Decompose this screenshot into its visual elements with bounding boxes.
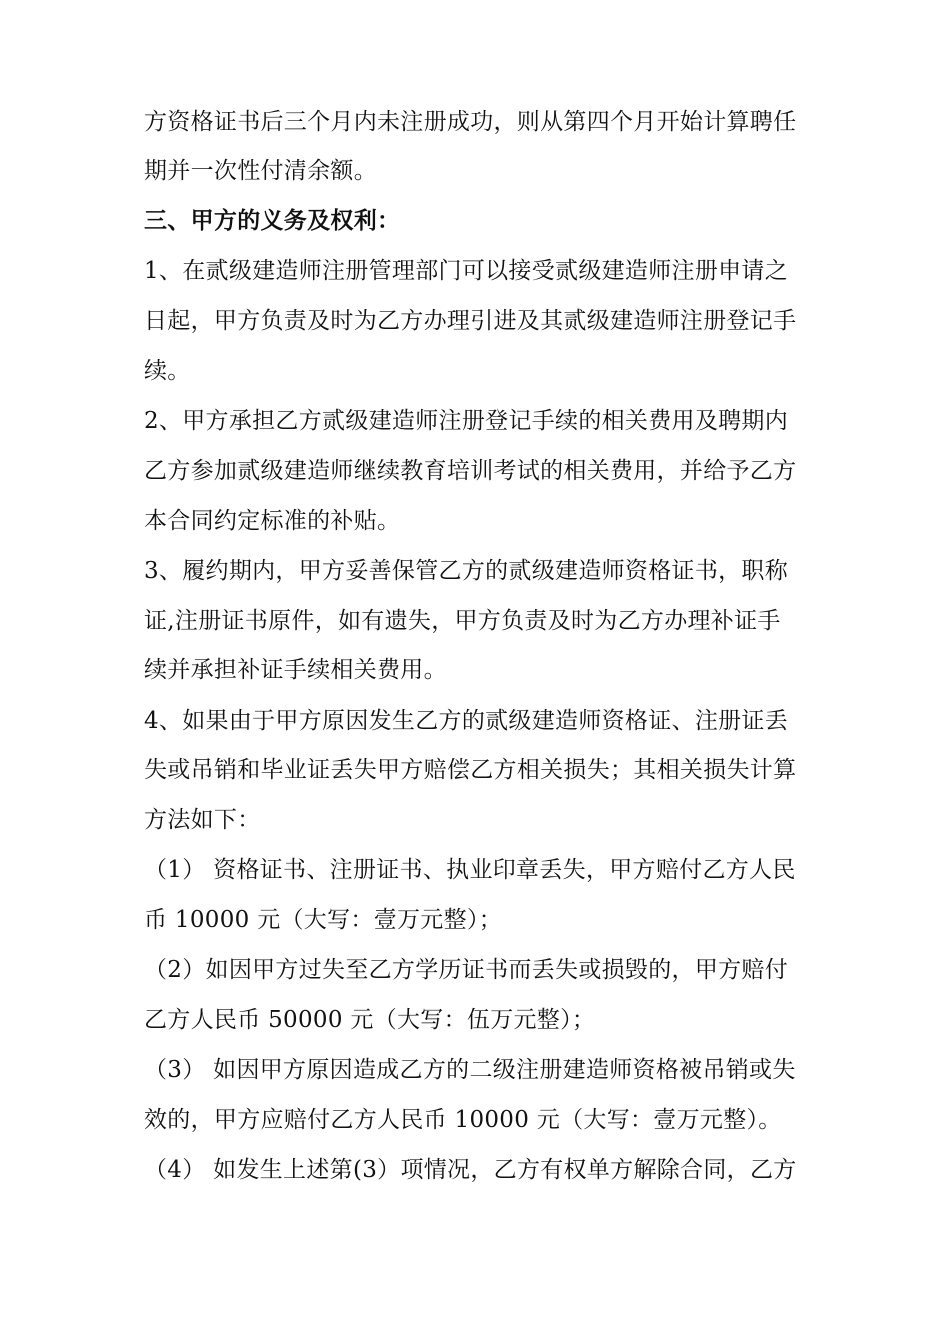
clause-1-text: 1、在贰级建造师注册管理部门可以接受贰级建造师注册申请之 (144, 258, 789, 284)
clause-1-text: 续。 (144, 358, 191, 384)
section-heading: 三、甲方的义务及权利： (144, 207, 401, 234)
clause-2-text: 乙方参加贰级建造师继续教育培训考试的相关费用，并给予乙方 (144, 458, 797, 484)
clause-2-text: 2、甲方承担乙方贰级建造师注册登记手续的相关费用及聘期内 (144, 408, 789, 434)
clause-4-text: 失或吊销和毕业证丢失甲方赔偿乙方相关损失；其相关损失计算 (144, 757, 797, 783)
sub-clause-2-text: （2）如因甲方过失至乙方学历证书而丢失或损毁的，甲方赔付 (144, 957, 789, 983)
clause-1-text: 日起，甲方负责及时为乙方办理引进及其贰级建造师注册登记手 (144, 308, 797, 334)
clause-2-text: 本合同约定标准的补贴。 (144, 508, 401, 534)
clause-4-text: 4、如果由于甲方原因发生乙方的贰级建造师资格证、注册证丢 (144, 708, 789, 734)
sub-clause-4-text: （4） 如发生上述第(3）项情况，乙方有权单方解除合同，乙方 (144, 1157, 797, 1183)
sub-clause-3-text: 效的，甲方应赔付乙方人民币 10000 元（大写：壹万元整）。 (144, 1107, 782, 1133)
body-text-line: 期并一次性付清余额。 (144, 158, 377, 184)
sub-clause-2-text: 乙方人民币 50000 元（大写：伍万元整）； (144, 1007, 596, 1033)
clause-3-text: 证,注册证书原件，如有遗失，甲方负责及时为乙方办理补证手 (144, 608, 781, 634)
clause-3-text: 续并承担补证手续相关费用。 (144, 657, 447, 683)
sub-clause-1-text: （1） 资格证书、注册证书、执业印章丢失，甲方赔付乙方人民 (144, 857, 796, 883)
clause-3-text: 3、履约期内，甲方妥善保管乙方的贰级建造师资格证书，职称 (144, 558, 789, 584)
body-text-line: 方资格证书后三个月内未注册成功，则从第四个月开始计算聘任 (144, 109, 797, 135)
clause-4-text: 方法如下： (144, 807, 261, 833)
sub-clause-1-text: 币 10000 元（大写：壹万元整）； (144, 907, 502, 933)
sub-clause-3-text: （3） 如因甲方原因造成乙方的二级注册建造师资格被吊销或失 (144, 1057, 796, 1083)
